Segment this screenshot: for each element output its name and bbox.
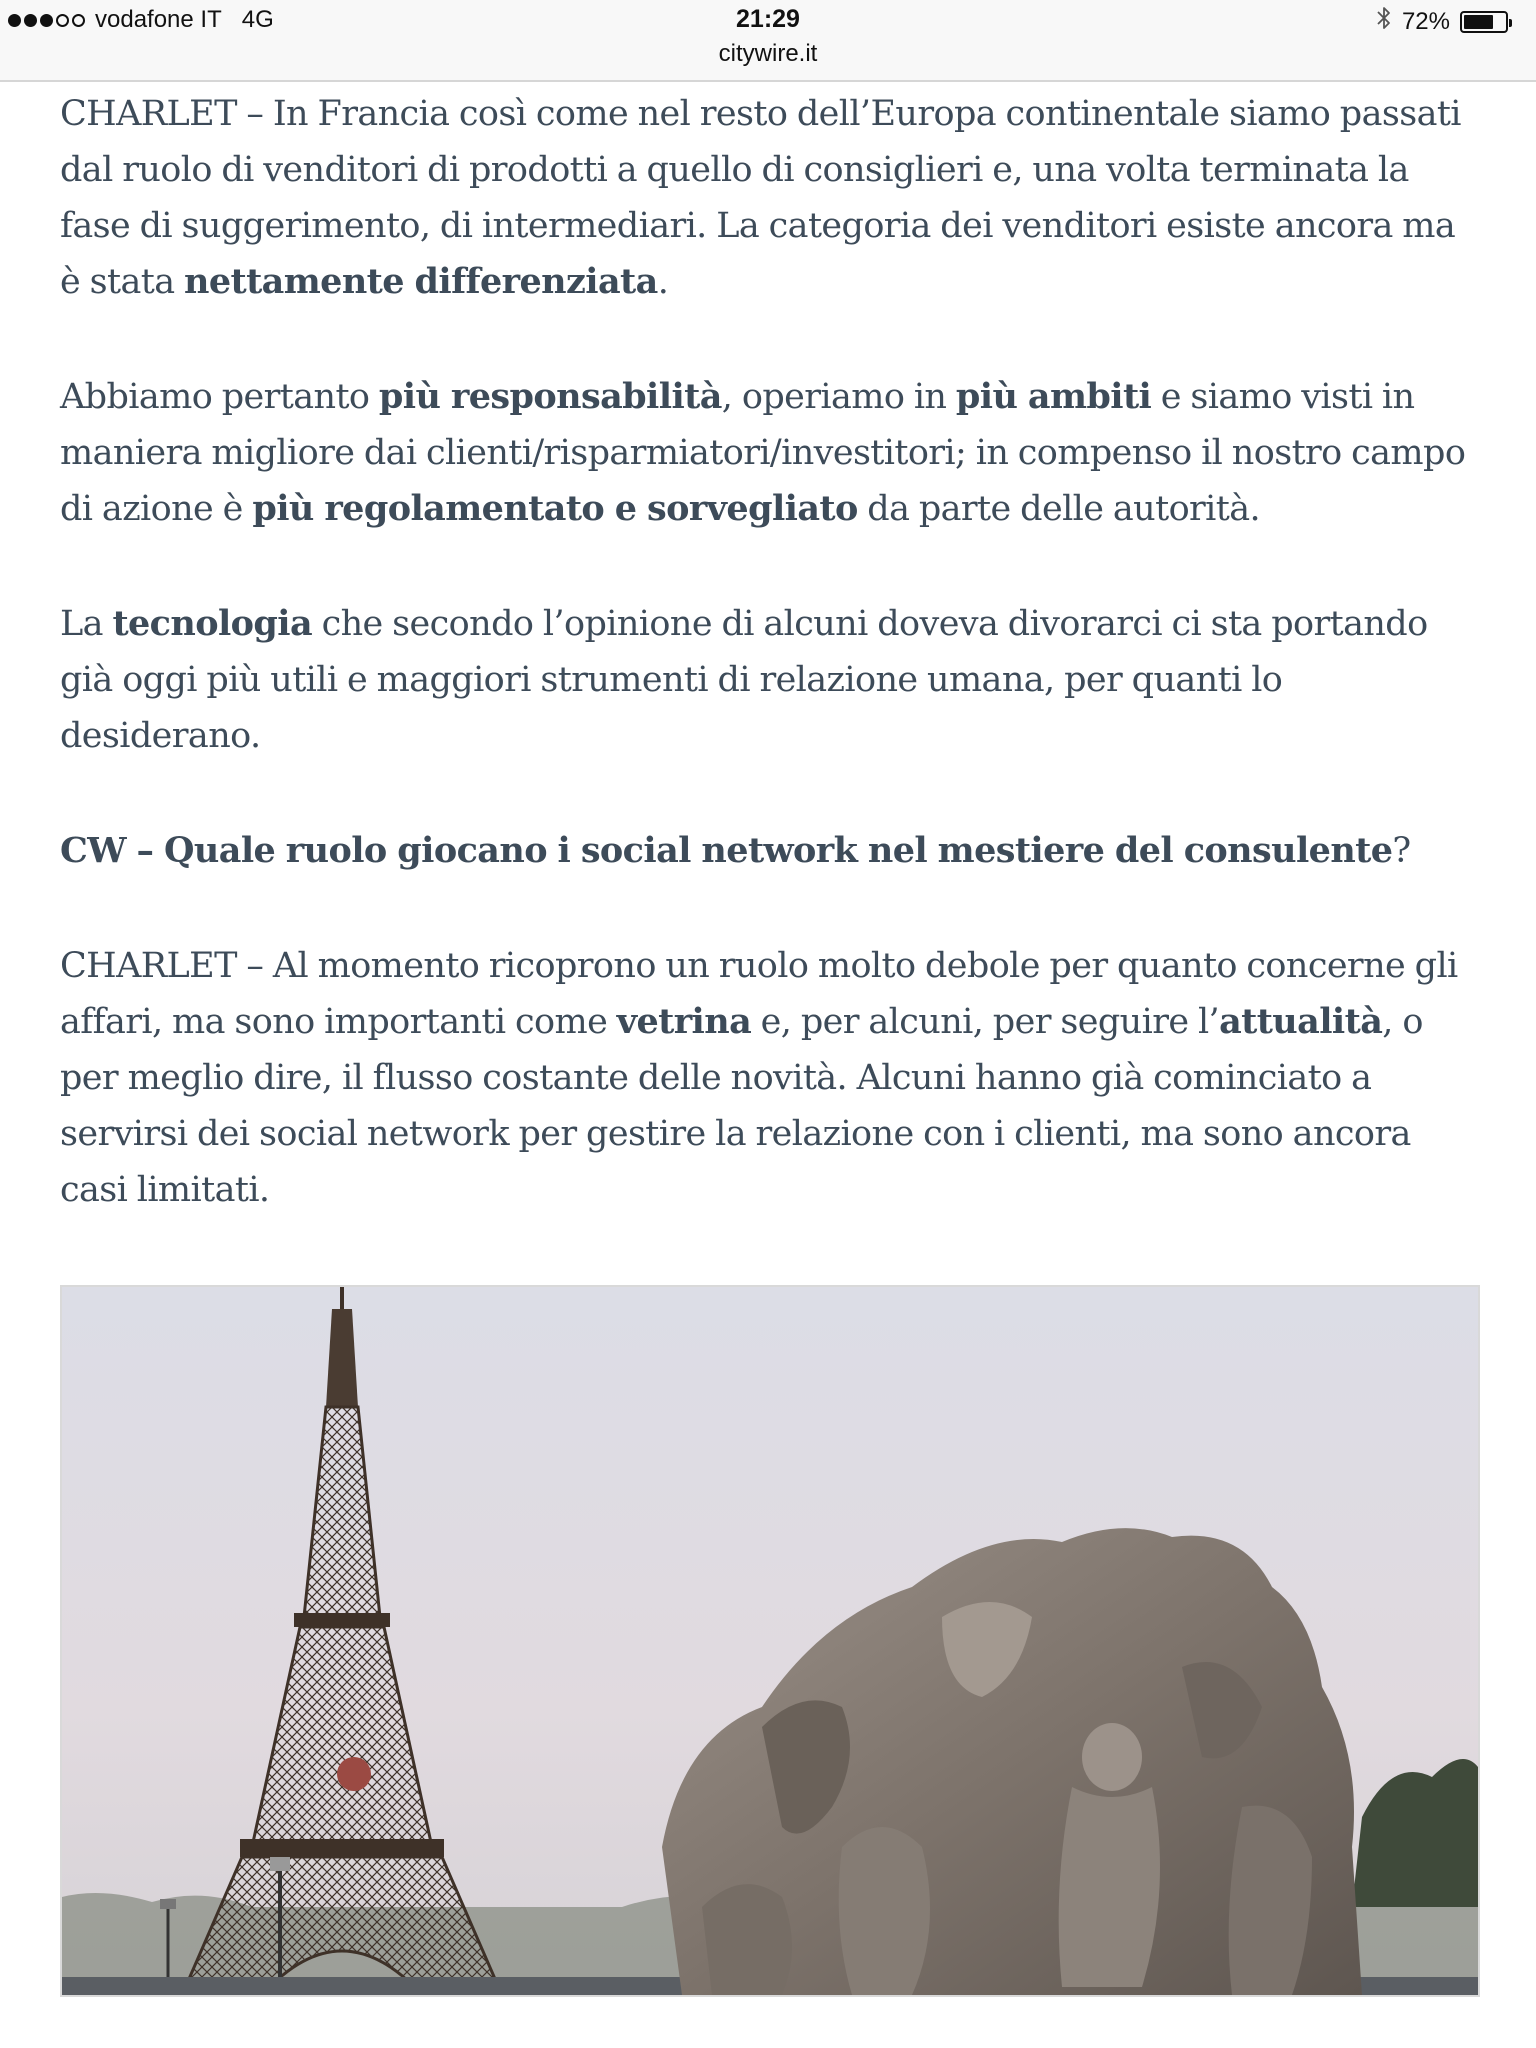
network-label: 4G	[241, 6, 274, 33]
interview-question	[60, 823, 1480, 879]
text-run: ?	[1392, 831, 1411, 871]
bluetooth-icon	[1376, 6, 1392, 37]
bold-phrase: più ambiti	[955, 376, 1152, 417]
clock: 21:29	[736, 5, 800, 33]
text-run: Abbiamo pertanto	[60, 377, 379, 417]
bold-phrase: vetrina	[616, 1001, 752, 1042]
paragraph-2	[60, 369, 1480, 537]
suspended-ball	[337, 1757, 371, 1791]
battery-icon	[1460, 11, 1508, 33]
text-run: , operiamo in	[721, 377, 956, 417]
text-run: da parte delle autorità.	[857, 489, 1261, 529]
text-run: CHARLET – In Francia così come nel resto dell’Europa continentale siamo passati dal ruolo di venditori di prodotti a quello di consiglieri e, una volta terminata la fase di suggerimento, di intermediari. La categoria dei venditori esiste ancora ma è stata	[60, 94, 1461, 302]
carrier-label: vodafone IT	[95, 6, 222, 33]
bold-phrase: attualità	[1219, 1001, 1383, 1042]
ios-status-bar	[0, 0, 1536, 82]
text-run: che secondo l’opinione di alcuni doveva divorarci ci sta portando già oggi più utili e maggiori strumenti di relazione umana, per quanti lo desiderano.	[60, 604, 1428, 756]
status-right	[1376, 6, 1508, 37]
paragraph-1	[60, 86, 1480, 310]
text-run: e siamo visti in maniera migliore dai clienti/risparmiatori/investitori; in compenso il nostro campo di azione è	[60, 377, 1466, 529]
article-body	[60, 86, 1480, 1277]
text-run: .	[657, 262, 669, 302]
battery-level-fill	[1464, 15, 1493, 29]
text-run: e, per alcuni, per seguire l’	[751, 1002, 1220, 1042]
bold-phrase: nettamente differenziata	[184, 261, 658, 302]
bold-phrase: più regolamentato e sorvegliato	[252, 488, 858, 529]
address-bar-url[interactable]: citywire.it	[718, 40, 818, 67]
paragraph-3	[60, 596, 1480, 764]
bold-phrase: tecnologia	[112, 603, 313, 644]
text-run: CHARLET – Al momento ricoprono un ruolo molto debole per quanto concerne gli affari, ma sono importanti come	[60, 946, 1458, 1042]
question-text: CW – Quale ruolo giocano i social network nel mestiere del consulente	[60, 830, 1393, 871]
text-run: , o per meglio dire, il flusso costante delle novità. Alcuni hanno già cominciato a servirsi dei social network per gestire la relazione con i clienti, ma sono ancora casi limitati.	[60, 1002, 1423, 1210]
battery-percent: 72%	[1401, 7, 1450, 35]
paragraph-5	[60, 938, 1480, 1218]
article-photo[interactable]	[60, 1285, 1480, 1997]
text-run: La	[60, 604, 113, 644]
bold-phrase: più responsabilità	[378, 376, 722, 417]
eiffel-tower-photo	[62, 1287, 1478, 1995]
